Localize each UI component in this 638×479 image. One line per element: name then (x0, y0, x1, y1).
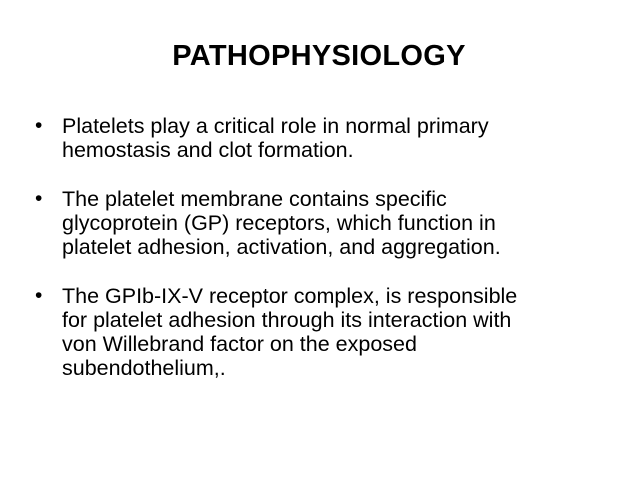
bullet-line: platelet adhesion, activation, and aggregation. (62, 235, 501, 259)
bullet-line: von Willebrand factor on the exposed (62, 332, 417, 356)
bullet-line: The GPIb-IX-V receptor complex, is responsible (62, 284, 518, 308)
bullet-line: The platelet membrane contains specific (62, 187, 447, 211)
bullet-item (34, 187, 614, 259)
slide-title: PATHOPHYSIOLOGY (172, 40, 466, 72)
bullet-item (34, 114, 614, 162)
bullet-item (34, 284, 614, 380)
bullet-list (34, 114, 614, 405)
bullet-line: glycoprotein (GP) receptors, which function in (62, 211, 496, 235)
bullet-line: subendothelium,. (62, 356, 226, 380)
bullet-line: hemostasis and clot formation. (62, 138, 354, 162)
bullet-line: Platelets play a critical role in normal primary (62, 114, 489, 138)
bullet-line: for platelet adhesion through its interaction with (62, 308, 512, 332)
bullet-dot-icon: • (35, 114, 43, 137)
bullet-dot-icon: • (35, 187, 43, 210)
bullet-dot-icon: • (35, 284, 43, 307)
